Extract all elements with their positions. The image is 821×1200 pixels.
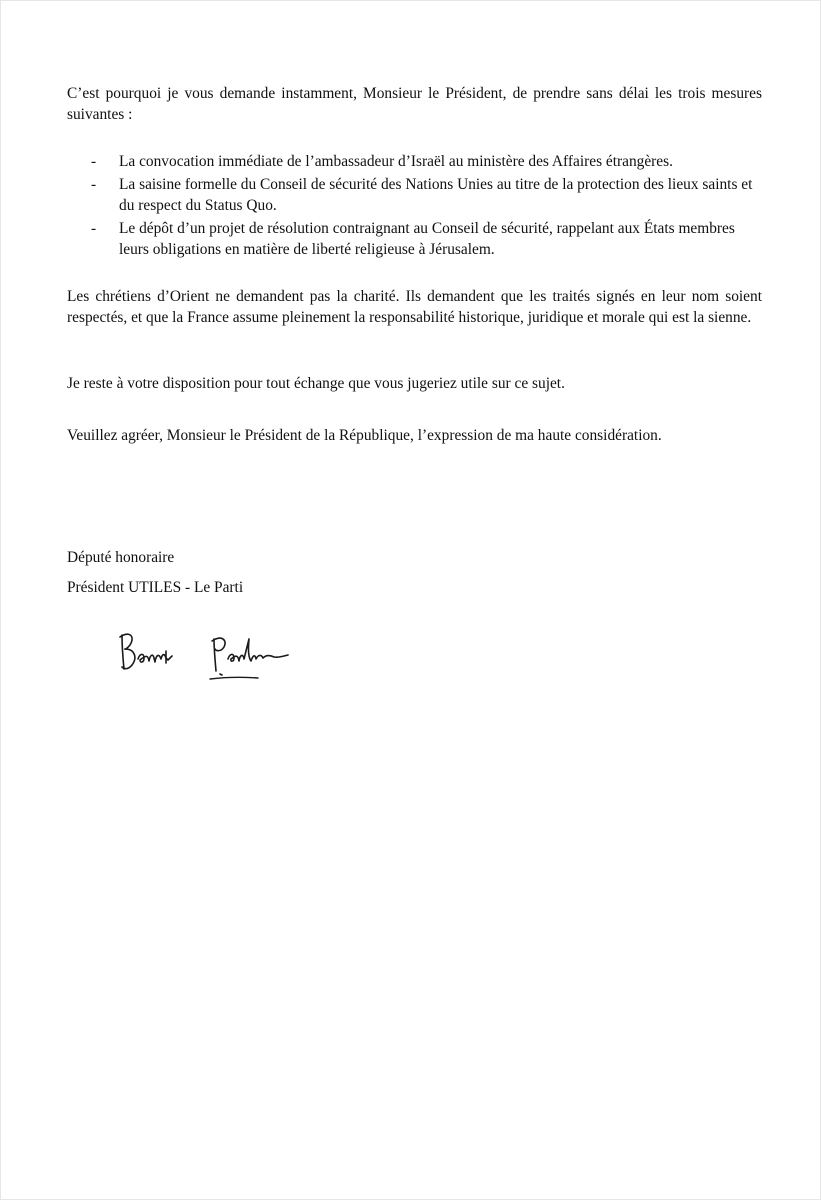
paragraph-chretiens: Les chrétiens d’Orient ne demandent pas la charité. Ils demandent que les traités signés en leur nom soient respectés, et que la France assume pleinement la responsabilité historique, juridique et morale qui est la sienne.: [67, 288, 762, 326]
measures-list: [67, 151, 762, 262]
list-item: [67, 218, 762, 260]
paragraph-intro: C’est pourquoi je vous demande instamment, Monsieur le Président, de prendre sans délai les trois mesures suivantes :: [67, 85, 762, 123]
signatory-title: Député honoraire: [67, 549, 175, 566]
paragraph-disposition: Je reste à votre disposition pour tout échange que vous jugeriez utile sur ce sujet.: [67, 375, 565, 392]
list-bullet: -: [91, 153, 97, 170]
list-item-text: La saisine formelle du Conseil de sécurité des Nations Unies au titre de la protection des lieux saints et du respect du Status Quo.: [119, 176, 753, 214]
list-bullet: -: [91, 176, 97, 193]
list-item-text: Le dépôt d’un projet de résolution contraignant au Conseil de sécurité, rappelant aux États membres leurs obligations en matière de liberté religieuse à Jérusalem.: [119, 220, 735, 258]
list-item: [67, 151, 762, 172]
list-item-text: La convocation immédiate de l’ambassadeur d’Israël au ministère des Affaires étrangères.: [119, 153, 673, 170]
handwritten-signature: [116, 625, 296, 685]
list-item: [67, 174, 762, 216]
list-bullet: -: [91, 220, 97, 237]
paragraph-salutation: Veuillez agréer, Monsieur le Président de la République, l’expression de ma haute considération.: [67, 427, 662, 444]
signatory-party: Président UTILES - Le Parti: [67, 579, 244, 596]
